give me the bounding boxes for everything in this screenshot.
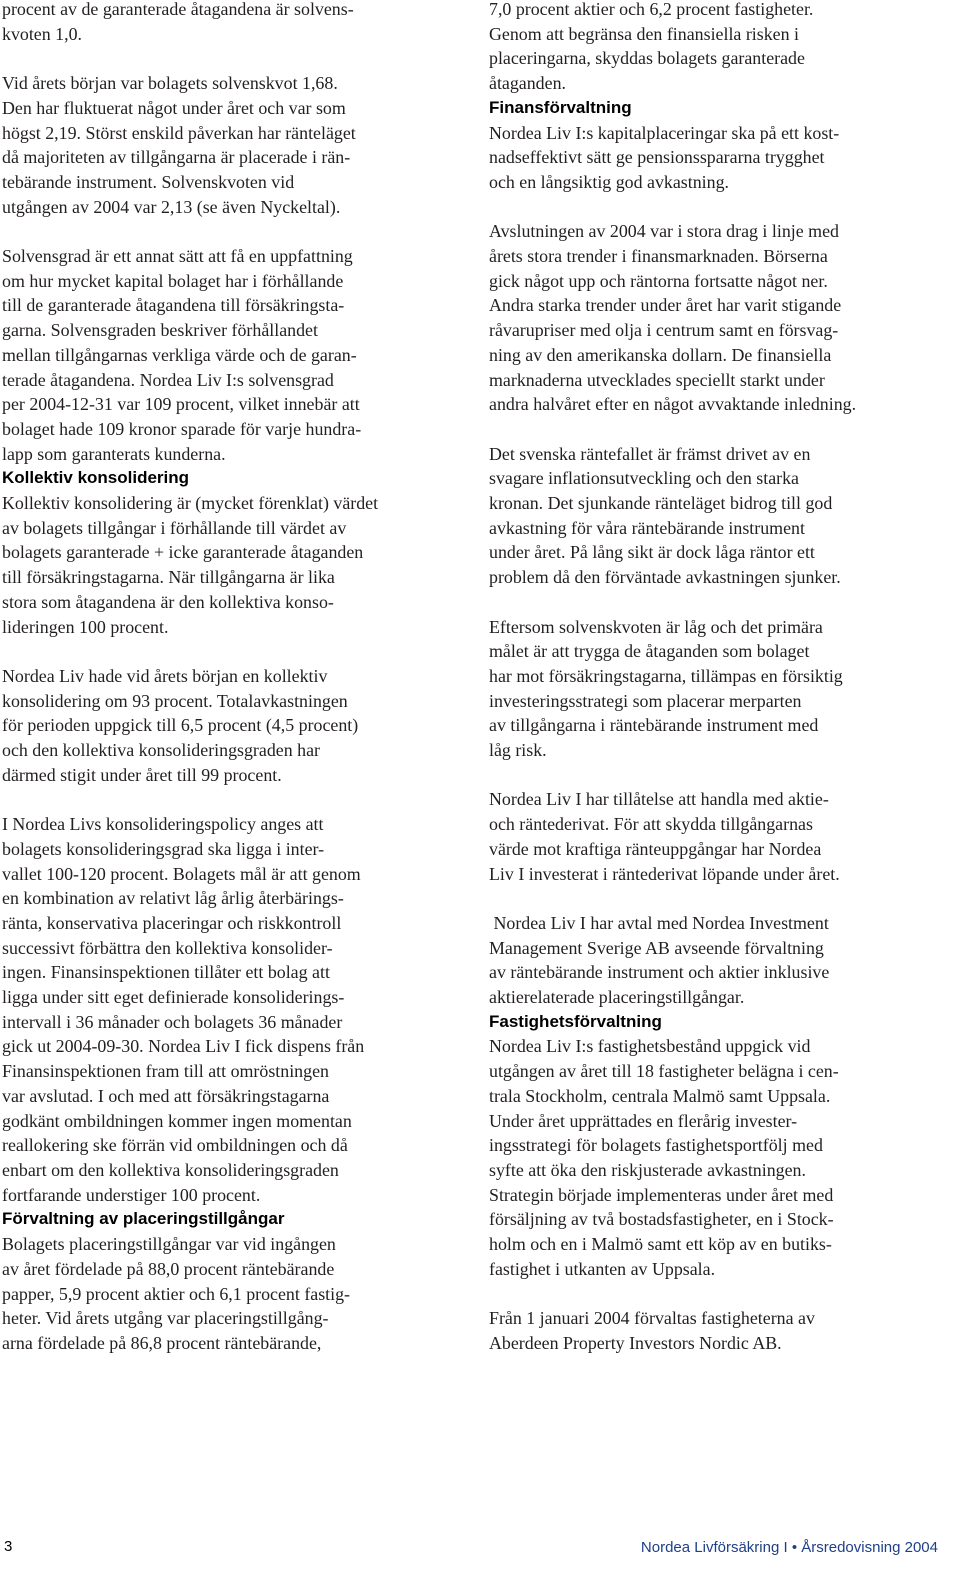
paragraph-solvenskvot: Vid årets början var bolagets solvenskvot 1,68. Den har fluktuerat något under året och var som högst 2,19. Störst enskild påverkan har ränteläget då majoriteten av tillgångarna är placerade i rän- tebärande instrument. Solvenskvoten vid utgången av 2004 var 2,13 (se även Nyckeltal). [2,73,356,217]
paragraph-fordelning-fortsattning: 7,0 procent aktier och 6,2 procent fastigheter. Genom att begränsa den finansiella risken i placeringarna, skyddas bolagets garanterade åtaganden. [489,0,814,94]
footer-publication: Nordea Livförsäkring I • Årsredovisning 2004 [640,1539,938,1556]
paragraph-fastighetsbestand: Nordea Liv I:s fastighetsbestånd uppgick vid utgången av året till 18 fastigheter belägna i cen- trala Stockholm, centrala Malmö samt Uppsala. Under året upprättades en flerårig invester- ingsstrategi för bolagets fastighetsportfölj med syfte att öka den riskjusterade avkastningen. Strategin började implementeras under året med försäljning av två bostadsfastigheter, en i Stock- holm och en i Malmö samt ett köp av en butiks- fastighet i utkanten av Uppsala. [489,1036,839,1279]
heading-finansforvaltning: Finansförvaltning [489,97,632,117]
paragraph-rantefall: Det svenska räntefallet är främst drivet av en svagare inflationsutveckling och den starka kronan. Det sjunkande ränteläget bidrog till god avkastning för våra räntebärande instrument under året. På lång sikt är dock låga räntor ett problem då den förväntade avkastningen sjunker. [489,443,841,588]
paragraph-aberdeen: Från 1 januari 2004 förvaltas fastigheterna av Aberdeen Property Investors Nordic AB. [489,1308,815,1353]
paragraph-marknadstrender: Avslutningen av 2004 var i stora drag i linje med årets stora trender i finansmarknaden. Börserna gick något upp och räntorna fortsatte något ner. Andra starka trender under året har varit stigande råvarupriser med olja i centrum samt en försvag- ning av den amerikanska dollarn. De finansiella marknaderna utvecklades speciellt starkt under andra halvåret efter en något avvaktande inledning. [489,221,857,415]
paragraph-solvens-intro: procent av de garanterade åtagandena är solvens- kvoten 1,0. [2,0,354,44]
paragraph-kollektiv-definition: Kollektiv konsolidering är (mycket förenklat) värdet av bolagets tillgångar i förhållande till värdet av bolagets garanterade + icke garanterade åtaganden till försäkringstagarna. När tillgångarna är lika stora som åtagandena är den kollektiva konso- lideringen 100 procent. [2,493,379,637]
paragraph-kapitalplaceringar: Nordea Liv I:s kapitalplaceringar ska på ett kost- nadseffektivt sätt ge pensionsspararna trygghet och en långsiktig god avkastning. [489,122,840,192]
heading-forvaltning-placeringstillgangar: Förvaltning av placeringstillgångar [2,1209,285,1229]
paragraph-konsolideringspolicy: I Nordea Livs konsolideringspolicy anges att bolagets konsolideringsgrad ska ligga i inter- vallet 100-120 procent. Bolagets mål är att genom en kombination av relativt låg årlig återbärings- ränta, konservativa placeringar och riskkontroll successivt förbättra den kollektiva konsolider- ingen. Finansinspektionen tillåter ett bolag att ligga under sitt eget definierade konsoliderings- intervall i 36 månader och bolagets 36 månader gick ut 2004-09-30. Nordea Liv I fick dispens från Finansinspektionen fram till att omröstningen var avslutad. I och med att försäkringstagarna godkänt ombildningen kommer ingen momentan reallokering ske förrän vid ombildningen och då enbart om den kollektiva konsolideringsgraden fortfarande understiger 100 procent. [2,814,365,1205]
heading-fastighetsforvaltning: Fastighetsförvaltning [489,1011,662,1031]
heading-kollektiv-konsolidering: Kollektiv konsolidering [2,468,190,488]
left-column [2,0,462,1356]
page-number: 3 [4,1538,13,1555]
paragraph-derivat: Nordea Liv I har tillåtelse att handla med aktie- och räntederivat. För att skydda tillgångarnas värde mot kraftiga ränteuppgångar har Nordea Liv I investerat i räntederivat löpande under året. [489,789,840,884]
paragraph-forvaltningsavtal: Nordea Liv I har avtal med Nordea Investment Management Sverige AB avseende förvaltning av räntebärande instrument och aktier inklusive aktierelaterade placeringstillgångar. [489,912,830,1008]
right-column [489,0,947,1356]
paragraph-investeringsstrategi: Eftersom solvenskvoten är låg och det primära målet är att trygga de åtaganden som bolaget har mot försäkringstagarna, tillämpas en försiktig investeringsstrategi som placerar merparten av tillgångarna i räntebärande instrument med låg risk. [489,616,843,761]
paragraph-kollektiv-utveckling: Nordea Liv hade vid årets början en kollektiv konsolidering om 93 procent. Totalavkastningen för perioden uppgick till 6,5 procent (4,5 procent) och den kollektiva konsolideringsgraden har därmed stigit under året till 99 procent. [2,665,359,785]
paragraph-placeringstillgangar: Bolagets placeringstillgångar var vid ingången av året fördelade på 88,0 procent räntebärande papper, 5,9 procent aktier och 6,1 procent fastig- heter. Vid årets utgång var placeringstillgång- arna fördelade på 86,8 procent räntebärande, [2,1234,351,1353]
paragraph-solvensgrad: Solvensgrad är ett annat sätt att få en uppfattning om hur mycket kapital bolaget har i förhållande till de garanterade åtagandena till försäkringsta- garna. Solvensgraden beskriver förhållandet mellan tillgångarnas verkliga värde och de garan- terade åtagandena. Nordea Liv I:s solvensgrad per 2004-12-31 var 109 procent, vilket innebär att bolaget hade 109 kronor sparade för varje hundra- lapp som garanterats kunderna. [2,246,362,464]
